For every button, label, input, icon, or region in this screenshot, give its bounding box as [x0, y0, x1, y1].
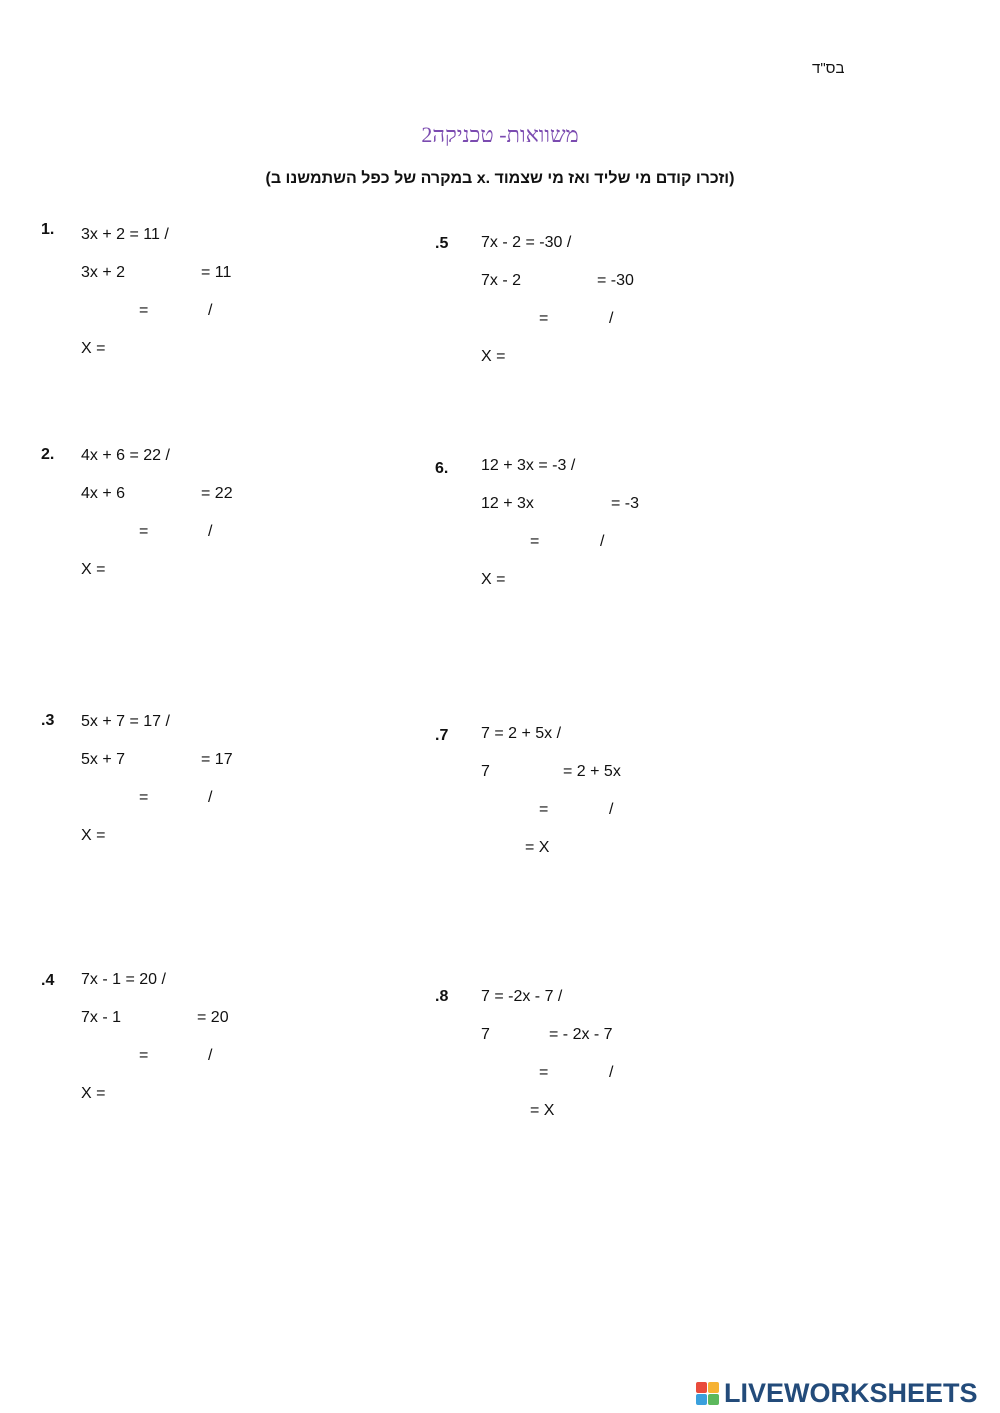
problem-1-line3-equals: =: [139, 302, 149, 319]
problem-7-number: .7: [435, 727, 449, 744]
problem-5-line1: 7x - 2 = -30 /: [481, 234, 572, 251]
problem-5-line2-left: 7x - 2: [481, 272, 522, 289]
problem-6-line3-slash: /: [600, 533, 605, 550]
problem-1-answer: X =: [81, 340, 106, 357]
problem-5-line2-right: = -30: [597, 272, 634, 289]
problem-3-line3-equals: =: [139, 789, 149, 806]
problem-8-line3-slash: /: [609, 1064, 614, 1081]
liveworksheets-logo[interactable]: [696, 1378, 996, 1408]
problem-3-line2-left: 5x + 7: [81, 751, 126, 768]
problem-8-line2-left: 7: [481, 1026, 490, 1043]
problem-1-number: 1.: [41, 221, 55, 238]
problem-7-answer: = X: [525, 839, 550, 856]
problem-7-line3-equals: =: [539, 801, 549, 818]
problem-2-number: 2.: [41, 446, 55, 463]
problem-1-line2-right: = 11: [201, 264, 232, 281]
problem-6-line2-left: 12 + 3x: [481, 495, 534, 512]
problem-8-number: .8: [435, 988, 449, 1005]
problem-2-answer: X =: [81, 561, 106, 578]
problem-3-line1: 5x + 7 = 17 /: [81, 713, 170, 730]
page-title: משוואות- טכניקה2: [421, 122, 579, 147]
problem-5-number: .5: [435, 235, 449, 252]
problem-7-line1: 7 = 2 + 5x /: [481, 725, 562, 742]
problem-6-number: 6.: [435, 460, 449, 477]
problem-6-answer: X =: [481, 571, 506, 588]
problem-2-line3-slash: /: [208, 523, 213, 540]
problem-8-answer: = X: [530, 1102, 555, 1119]
page-subtitle: (במקרה של כפל השתמשנו ב x. וזכרו קודם מי שליד ואז מי שצמוד): [265, 170, 735, 187]
problem-3-line3-slash: /: [208, 789, 213, 806]
problem-4-number: .4: [41, 972, 55, 989]
problem-8-line1: 7 = -2x - 7 /: [481, 988, 563, 1005]
liveworksheets-blocks-icon: [696, 1382, 720, 1406]
problem-8-line3-equals: =: [539, 1064, 549, 1081]
problem-4-answer: X =: [81, 1085, 106, 1102]
problem-7-line2-left: 7: [481, 763, 490, 780]
problem-1-line3-slash: /: [208, 302, 213, 319]
problem-5-answer: X =: [481, 348, 506, 365]
problem-3-number: .3: [41, 712, 55, 729]
problem-7-line3-slash: /: [609, 801, 614, 818]
problem-2-line3-equals: =: [139, 523, 149, 540]
problem-1-line1: 3x + 2 = 11 /: [81, 226, 169, 243]
problem-4-line2-right: = 20: [197, 1009, 229, 1026]
problem-7-line2-right: = 2 + 5x: [563, 763, 621, 780]
problem-8-line2-right: = - 2x - 7: [549, 1026, 613, 1043]
problem-3-line2-right: = 17: [201, 751, 233, 768]
problem-6-line1: 12 + 3x = -3 /: [481, 457, 576, 474]
problem-5-line3-slash: /: [609, 310, 614, 327]
problem-2-line2-left: 4x + 6: [81, 485, 126, 502]
problem-5-line3-equals: =: [539, 310, 549, 327]
problem-2-line1: 4x + 6 = 22 /: [81, 447, 170, 464]
problem-2-line2-right: = 22: [201, 485, 233, 502]
problem-4-line1: 7x - 1 = 20 /: [81, 971, 166, 988]
problem-3-answer: X =: [81, 827, 106, 844]
problem-1-line2-left: 3x + 2: [81, 264, 126, 281]
bsd-header: בס"ד: [812, 60, 845, 77]
problem-4-line3-equals: =: [139, 1047, 149, 1064]
problem-4-line3-slash: /: [208, 1047, 213, 1064]
problem-6-line3-equals: =: [530, 533, 540, 550]
liveworksheets-wordmark: LIVEWORKSHEETS: [724, 1378, 978, 1408]
problem-4-line2-left: 7x - 1: [81, 1009, 122, 1026]
problem-6-line2-right: = -3: [611, 495, 640, 512]
